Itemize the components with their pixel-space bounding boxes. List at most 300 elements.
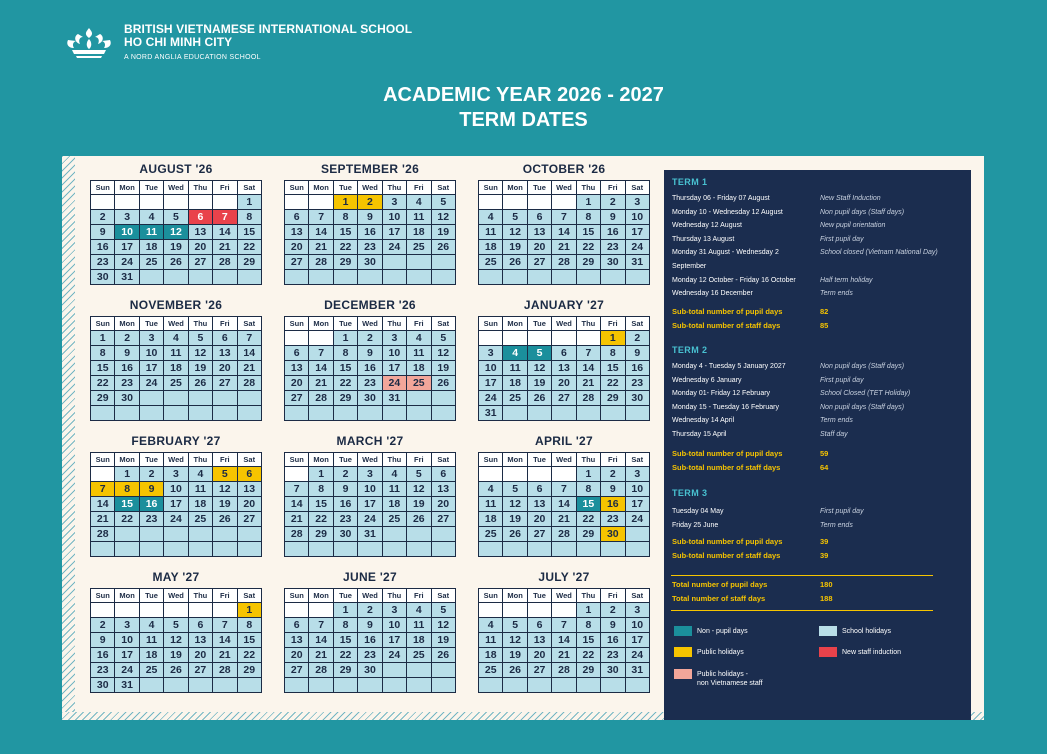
empty-cell (139, 603, 163, 618)
day-cell: 7 (309, 346, 333, 361)
day-cell: 22 (91, 376, 115, 391)
legend-swatch-non-vietnamese (674, 669, 692, 679)
weekday-header: Tue (139, 589, 163, 603)
day-cell: 25 (479, 527, 503, 542)
term1-pupil-value: 82 (820, 307, 829, 316)
empty-cell (188, 406, 212, 421)
day-cell: 31 (479, 406, 503, 421)
day-cell: 9 (601, 210, 625, 225)
empty-cell (164, 270, 188, 285)
day-cell: 24 (139, 376, 163, 391)
weekday-header: Wed (552, 181, 576, 195)
empty-cell (237, 406, 261, 421)
day-cell: 6 (213, 331, 237, 346)
empty-cell (164, 406, 188, 421)
day-cell: 2 (115, 331, 139, 346)
term1-row-date: Wednesday 12 August (672, 222, 742, 230)
day-cell: 18 (139, 240, 163, 255)
weekday-header: Sat (237, 317, 261, 331)
weekday-header: Tue (527, 453, 551, 467)
day-cell: 8 (333, 210, 357, 225)
day-cell: 24 (625, 240, 649, 255)
total-staff-label: Total number of staff days (672, 594, 766, 603)
term2-pupil-label: Sub-total number of pupil days (672, 449, 783, 458)
day-cell: 23 (115, 376, 139, 391)
empty-cell (527, 406, 551, 421)
day-cell: 16 (358, 225, 382, 240)
term1-row-date: Wednesday 16 December (672, 290, 753, 298)
weekday-header: Tue (139, 317, 163, 331)
day-cell: 14 (552, 225, 576, 240)
empty-cell (139, 527, 163, 542)
empty-cell (213, 527, 237, 542)
empty-cell (139, 678, 163, 693)
day-cell: 14 (576, 361, 600, 376)
term3-pupil-label: Sub-total number of pupil days (672, 537, 783, 546)
day-cell: 15 (333, 633, 357, 648)
day-cell: 9 (91, 225, 115, 240)
empty-cell (188, 542, 212, 557)
weekday-header: Sat (431, 317, 455, 331)
day-cell: 28 (309, 255, 333, 270)
day-cell: 6 (552, 346, 576, 361)
month-calendar (478, 434, 650, 557)
day-cell: 27 (431, 512, 455, 527)
day-cell: 25 (407, 648, 431, 663)
day-cell: 22 (237, 240, 261, 255)
day-cell: 6 (527, 618, 551, 633)
empty-cell (91, 195, 115, 210)
day-cell: 19 (213, 497, 237, 512)
day-cell: 24 (625, 648, 649, 663)
day-cell: 8 (237, 618, 261, 633)
weekday-header: Fri (601, 181, 625, 195)
day-cell: 9 (358, 618, 382, 633)
day-cell: 4 (407, 331, 431, 346)
legend-public-non-vietnamese (697, 670, 763, 688)
day-cell: 30 (358, 255, 382, 270)
day-cell: 2 (358, 195, 382, 210)
month-grid (90, 588, 262, 693)
day-cell: 20 (527, 512, 551, 527)
day-cell: 22 (333, 376, 357, 391)
day-cell: 1 (309, 467, 333, 482)
month-calendar (478, 570, 650, 693)
empty-cell (407, 542, 431, 557)
weekday-header: Sat (237, 589, 261, 603)
term1-row-event: Non pupil days (Staff days) (820, 208, 905, 216)
weekday-header: Sun (479, 453, 503, 467)
day-cell: 10 (164, 482, 188, 497)
day-cell: 29 (91, 391, 115, 406)
empty-cell (237, 270, 261, 285)
month-calendar (284, 162, 456, 285)
day-cell: 18 (479, 512, 503, 527)
weekday-header: Thu (188, 589, 212, 603)
day-cell: 23 (625, 376, 649, 391)
legend-non-pupil: Non - pupil days (697, 628, 748, 635)
weekday-header: Thu (576, 317, 600, 331)
weekday-header: Mon (309, 317, 333, 331)
day-cell: 16 (358, 361, 382, 376)
day-cell: 4 (479, 210, 503, 225)
weekday-header: Sat (431, 181, 455, 195)
day-cell: 12 (527, 361, 551, 376)
weekday-header: Sun (285, 589, 309, 603)
term3-row-date: Tuesday 04 May (672, 508, 724, 515)
term2-row-event: First pupil day (820, 376, 864, 384)
day-cell: 25 (139, 255, 163, 270)
empty-cell (237, 527, 261, 542)
day-cell: 31 (115, 678, 139, 693)
month-title: MAY '27 (152, 570, 200, 584)
empty-cell (139, 542, 163, 557)
day-cell: 22 (333, 648, 357, 663)
day-cell: 7 (91, 482, 115, 497)
day-cell: 13 (188, 633, 212, 648)
empty-cell (213, 270, 237, 285)
empty-cell (503, 467, 527, 482)
weekday-header: Mon (115, 317, 139, 331)
day-cell: 7 (285, 482, 309, 497)
empty-cell (552, 195, 576, 210)
empty-cell (139, 195, 163, 210)
day-cell: 8 (333, 618, 357, 633)
empty-cell (576, 542, 600, 557)
term3-row-event: Term ends (820, 521, 853, 529)
day-cell: 28 (552, 255, 576, 270)
weekday-header: Tue (333, 181, 357, 195)
weekday-header: Wed (358, 453, 382, 467)
term3-heading: TERM 3 (672, 488, 708, 498)
day-cell: 23 (358, 648, 382, 663)
term1-row-event: Half term holiday (820, 276, 873, 284)
weekday-header: Thu (188, 453, 212, 467)
day-cell: 13 (285, 225, 309, 240)
page-title (0, 83, 1047, 133)
empty-cell (285, 406, 309, 421)
day-cell: 13 (237, 482, 261, 497)
total-pupil-days (672, 580, 968, 589)
weekday-header: Sat (625, 589, 649, 603)
weekday-header: Mon (503, 589, 527, 603)
day-cell: 24 (382, 648, 406, 663)
day-cell: 3 (625, 195, 649, 210)
empty-cell (479, 331, 503, 346)
day-cell: 17 (115, 648, 139, 663)
empty-cell (285, 603, 309, 618)
day-cell: 14 (91, 497, 115, 512)
day-cell: 25 (503, 391, 527, 406)
day-cell: 25 (164, 376, 188, 391)
day-cell: 10 (358, 482, 382, 497)
day-cell: 22 (576, 512, 600, 527)
month-title: FEBRUARY '27 (131, 434, 221, 448)
day-cell: 20 (431, 497, 455, 512)
term2-staff-value: 64 (820, 463, 829, 472)
day-cell: 19 (188, 361, 212, 376)
month-title: OCTOBER '26 (522, 162, 606, 176)
month-grid (284, 180, 456, 285)
day-cell: 20 (237, 497, 261, 512)
day-cell: 2 (601, 467, 625, 482)
day-cell: 19 (431, 633, 455, 648)
day-cell: 15 (576, 497, 600, 512)
month-title: APRIL '27 (534, 434, 594, 448)
school-tagline: A NORD ANGLIA EDUCATION SCHOOL (124, 54, 261, 61)
term1-staff-value: 85 (820, 321, 829, 330)
empty-cell (91, 603, 115, 618)
day-cell: 25 (407, 376, 431, 391)
day-cell: 20 (188, 240, 212, 255)
day-cell: 31 (382, 391, 406, 406)
term1-staff-label: Sub-total number of staff days (672, 321, 781, 330)
day-cell: 29 (333, 255, 357, 270)
term2-heading: TERM 2 (672, 345, 708, 355)
day-cell: 1 (115, 467, 139, 482)
weekday-header: Wed (164, 589, 188, 603)
day-cell: 10 (625, 618, 649, 633)
day-cell: 15 (333, 361, 357, 376)
empty-cell (309, 603, 333, 618)
day-cell: 11 (503, 361, 527, 376)
term1-pupil-days (672, 307, 968, 316)
weekday-header: Wed (164, 181, 188, 195)
day-cell: 19 (431, 225, 455, 240)
month-grid (284, 588, 456, 693)
day-cell: 22 (309, 512, 333, 527)
term1-row-event: New Staff Induction (820, 195, 881, 202)
month-grid (90, 316, 262, 421)
weekday-header: Fri (407, 181, 431, 195)
weekday-header: Wed (552, 589, 576, 603)
totals-rule-top (671, 575, 933, 576)
day-cell: 17 (382, 633, 406, 648)
empty-cell (285, 331, 309, 346)
day-cell: 18 (407, 633, 431, 648)
day-cell: 26 (407, 512, 431, 527)
empty-cell (382, 542, 406, 557)
day-cell: 12 (407, 482, 431, 497)
weekday-header: Mon (503, 317, 527, 331)
day-cell: 16 (625, 361, 649, 376)
day-cell: 5 (164, 618, 188, 633)
day-cell: 21 (576, 376, 600, 391)
empty-cell (115, 195, 139, 210)
empty-cell (527, 542, 551, 557)
empty-cell (285, 678, 309, 693)
empty-cell (333, 270, 357, 285)
legend-swatch-non-pupil (674, 626, 692, 636)
empty-cell (237, 678, 261, 693)
empty-cell (115, 527, 139, 542)
term2-row-event: School Closed (TET Holiday) (820, 390, 911, 398)
empty-cell (237, 391, 261, 406)
day-cell: 11 (479, 633, 503, 648)
term1-heading: TERM 1 (672, 177, 708, 187)
day-cell: 16 (601, 497, 625, 512)
legend-swatch-school-holidays (819, 626, 837, 636)
empty-cell (213, 603, 237, 618)
day-cell: 18 (479, 240, 503, 255)
day-cell: 6 (188, 618, 212, 633)
month-calendar (284, 298, 456, 421)
month-title: JANUARY '27 (523, 298, 605, 312)
weekday-header: Sat (431, 453, 455, 467)
empty-cell (139, 406, 163, 421)
term2-row-date: Thursday 15 April (672, 431, 727, 438)
weekday-header: Thu (382, 317, 406, 331)
empty-cell (213, 406, 237, 421)
term2-row-event: Non pupil days (Staff days) (820, 363, 905, 370)
empty-cell (503, 678, 527, 693)
month-title: JULY '27 (538, 570, 590, 584)
day-cell: 8 (237, 210, 261, 225)
day-cell: 21 (552, 512, 576, 527)
day-cell: 20 (285, 376, 309, 391)
school-name (124, 23, 412, 64)
day-cell: 30 (625, 391, 649, 406)
day-cell: 25 (188, 512, 212, 527)
day-cell: 29 (576, 663, 600, 678)
weekday-header: Sun (91, 589, 115, 603)
month-grid (90, 180, 262, 285)
empty-cell (552, 270, 576, 285)
day-cell: 20 (527, 648, 551, 663)
day-cell: 20 (527, 240, 551, 255)
term2-staff-days (672, 463, 968, 472)
day-cell: 30 (358, 663, 382, 678)
empty-cell (382, 678, 406, 693)
empty-cell (358, 270, 382, 285)
term1-row-event: Term ends (820, 290, 853, 298)
day-cell: 23 (91, 663, 115, 678)
weekday-header: Sun (479, 181, 503, 195)
day-cell: 16 (139, 497, 163, 512)
month-grid (478, 316, 650, 421)
empty-cell (479, 603, 503, 618)
weekday-header: Sun (91, 181, 115, 195)
day-cell: 10 (625, 482, 649, 497)
day-cell: 27 (213, 376, 237, 391)
empty-cell (188, 195, 212, 210)
month-calendar (90, 298, 262, 421)
day-cell: 28 (91, 527, 115, 542)
day-cell: 17 (625, 225, 649, 240)
day-cell: 9 (625, 346, 649, 361)
day-cell: 21 (552, 648, 576, 663)
month-grid (478, 588, 650, 693)
month-calendar (284, 570, 456, 693)
day-cell: 6 (285, 618, 309, 633)
day-cell: 12 (213, 482, 237, 497)
empty-cell (115, 603, 139, 618)
month-calendar (284, 434, 456, 557)
day-cell: 18 (188, 497, 212, 512)
weekday-header: Thu (576, 589, 600, 603)
empty-cell (358, 406, 382, 421)
day-cell: 9 (358, 210, 382, 225)
weekday-header: Thu (576, 181, 600, 195)
empty-cell (407, 270, 431, 285)
empty-cell (164, 195, 188, 210)
month-grid (284, 452, 456, 557)
term2-row-event: Staff day (820, 431, 848, 438)
empty-cell (91, 467, 115, 482)
weekday-header: Wed (358, 181, 382, 195)
weekday-header: Tue (527, 181, 551, 195)
day-cell: 27 (285, 255, 309, 270)
empty-cell (333, 678, 357, 693)
day-cell: 21 (309, 240, 333, 255)
day-cell: 31 (358, 527, 382, 542)
day-cell: 24 (164, 512, 188, 527)
day-cell: 7 (213, 210, 237, 225)
term1-row-date: Monday 10 - Wednesday 12 August (672, 208, 783, 216)
empty-cell (601, 678, 625, 693)
weekday-header: Wed (164, 453, 188, 467)
weekday-header: Wed (358, 589, 382, 603)
day-cell: 17 (139, 361, 163, 376)
day-cell: 24 (382, 240, 406, 255)
weekday-header: Tue (527, 589, 551, 603)
empty-cell (285, 542, 309, 557)
empty-cell (188, 603, 212, 618)
empty-cell (164, 603, 188, 618)
empty-cell (552, 542, 576, 557)
weekday-header: Mon (309, 589, 333, 603)
empty-cell (188, 678, 212, 693)
day-cell: 17 (164, 497, 188, 512)
day-cell: 9 (115, 346, 139, 361)
day-cell: 21 (213, 648, 237, 663)
day-cell: 4 (479, 618, 503, 633)
total-staff-days (672, 594, 968, 603)
day-cell: 17 (382, 225, 406, 240)
day-cell: 3 (479, 346, 503, 361)
empty-cell (164, 391, 188, 406)
empty-cell (601, 270, 625, 285)
weekday-header: Sun (285, 317, 309, 331)
day-cell: 28 (213, 255, 237, 270)
empty-cell (382, 270, 406, 285)
empty-cell (625, 406, 649, 421)
empty-cell (576, 331, 600, 346)
month-calendar (478, 298, 650, 421)
day-cell: 14 (552, 633, 576, 648)
weekday-header: Tue (527, 317, 551, 331)
empty-cell (576, 406, 600, 421)
term1-pupil-label: Sub-total number of pupil days (672, 307, 783, 316)
day-cell: 17 (115, 240, 139, 255)
day-cell: 19 (407, 497, 431, 512)
day-cell: 7 (552, 618, 576, 633)
day-cell: 10 (139, 346, 163, 361)
empty-cell (527, 678, 551, 693)
day-cell: 3 (382, 331, 406, 346)
empty-cell (91, 542, 115, 557)
month-calendar (478, 162, 650, 285)
weekday-header: Sun (91, 453, 115, 467)
day-cell: 14 (309, 361, 333, 376)
day-cell: 16 (358, 633, 382, 648)
day-cell: 8 (115, 482, 139, 497)
day-cell: 15 (601, 361, 625, 376)
day-cell: 27 (527, 527, 551, 542)
day-cell: 15 (333, 225, 357, 240)
weekday-header: Thu (382, 589, 406, 603)
term3-staff-value: 39 (820, 551, 829, 560)
